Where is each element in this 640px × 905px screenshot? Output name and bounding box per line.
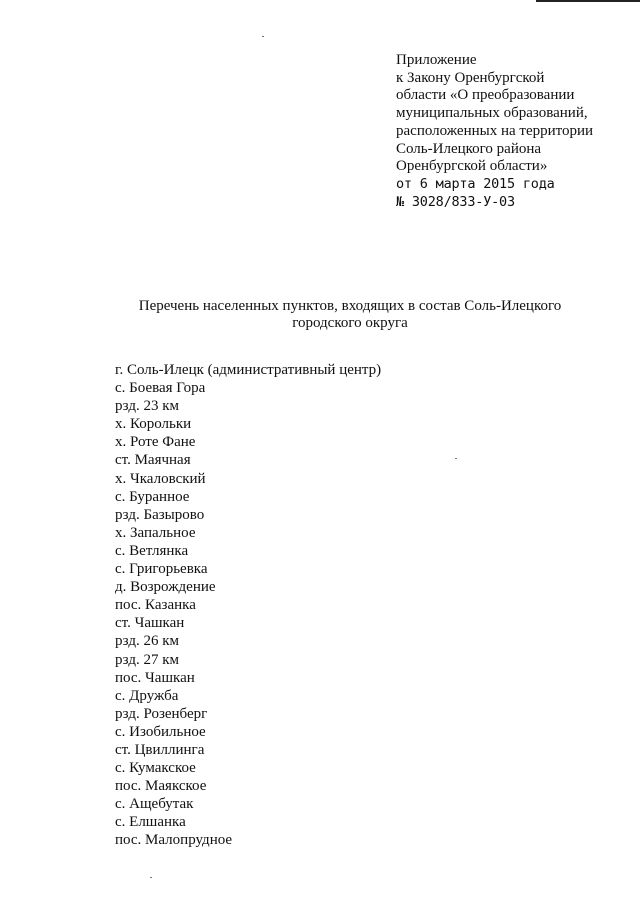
settlement-item: рзд. 27 км (115, 651, 179, 668)
appendix-line: области «О преобразовании (396, 87, 575, 104)
settlement-item: пос. Маякское (115, 778, 207, 795)
appendix-line: Соль-Илецкого района (396, 140, 542, 157)
settlement-item: х. Роте Фане (115, 434, 196, 451)
appendix-number: № 3028/833-У-03 (396, 193, 515, 210)
heading-line-1: Перечень населенных пунктов, входящих в состав Соль-Илецкого (138, 298, 562, 314)
settlement-item: рзд. Розенберг (115, 705, 208, 722)
appendix-line: Приложение (396, 52, 477, 68)
settlement-item: рзд. 23 км (115, 398, 179, 415)
settlement-item: с. Григорьевка (115, 561, 208, 578)
settlement-item: с. Ветлянка (115, 542, 189, 559)
settlement-item: с. Кумакское (115, 760, 196, 777)
settlement-item: с. Буранное (115, 488, 190, 505)
appendix-block (396, 52, 636, 211)
heading-line-2: городского округа (292, 315, 408, 331)
settlement-item: ст. Цвиллинга (115, 741, 205, 758)
settlement-item: с. Ащебутак (115, 796, 194, 813)
settlement-item: пос. Чашкан (115, 669, 195, 686)
scan-speck (455, 458, 457, 459)
settlement-item: пос. Малопрудное (115, 832, 233, 849)
settlement-item: д. Возрождение (115, 579, 216, 596)
appendix-line: Оренбургской области» (396, 158, 548, 175)
settlement-list (115, 361, 381, 850)
settlement-item: ст. Маячная (115, 452, 191, 469)
settlement-item: рзд. Базырово (115, 506, 205, 523)
settlement-item: пос. Казанка (115, 597, 196, 614)
settlement-item: ст. Чашкан (115, 615, 185, 632)
settlement-item: г. Соль-Илецк (административный центр) (115, 362, 382, 378)
appendix-date: от 6 марта 2015 года (396, 175, 555, 192)
document-heading (100, 298, 600, 332)
settlement-item: с. Елшанка (115, 814, 186, 831)
settlement-item: с. Изобильное (115, 723, 206, 740)
appendix-line: муниципальных образований, (396, 105, 588, 122)
settlement-item: с. Дружба (115, 687, 179, 704)
settlement-item: рзд. 26 км (115, 633, 179, 650)
settlement-item: с. Боевая Гора (115, 380, 206, 397)
settlement-item: х. Корольки (115, 416, 192, 433)
settlement-item: х. Чкаловский (115, 470, 206, 487)
appendix-line: расположенных на территории (396, 122, 594, 139)
settlement-item: х. Запальное (115, 524, 196, 541)
appendix-line: к Закону Оренбургской (396, 69, 545, 86)
scan-edge-line (536, 0, 640, 2)
scan-speck (150, 877, 152, 878)
scan-speck (262, 36, 264, 37)
